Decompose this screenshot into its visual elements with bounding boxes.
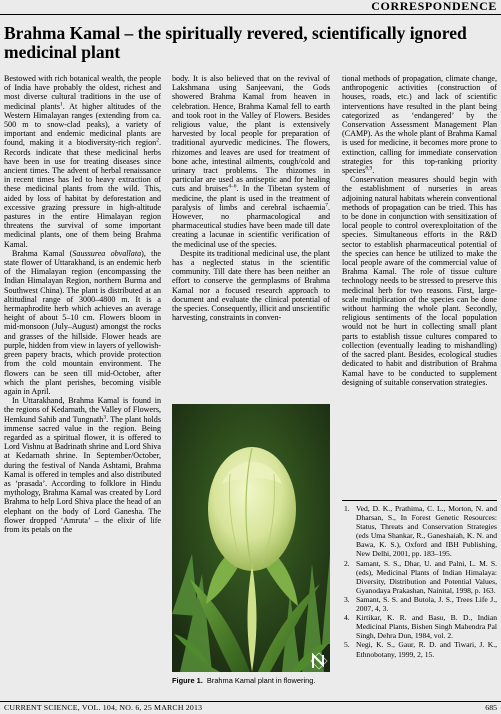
footer-rule [0,701,501,702]
figure-label: Figure 1. [172,676,203,685]
paragraph: Conservation measures should begin with the establishment of nurseries in areas adjoining natural habitats wherein conventional methods of propagation can be tried. This has to be done in conjunction with sensitization of local people to control overexploitation of the species. Simultaneous efforts in the R&D sector to establish pharmaceutical potential of the species can hence be utilized to make the local people aware of the commercial value of Brahma Kamal. The role of tissue culture technology needs to be stressed to preserve this medicinal herb for two reasons. First, large-scale multiplication of the species can be done without harming the whole plant. Secondly, religious sentiments of the local population would not be hurt in collecting small plant parts to establish tissue cultures compared to collection (eventually leading to mishandling) of the sacred plant. Besides, ecological studies dedicated to habit and distribution of Brahma Kamal have to be conducted to supplement designing of suitable conservation strategies. [342,175,497,387]
photo-watermark-icon [310,652,328,670]
figure-photo [172,404,330,672]
header-rule [0,14,501,15]
figure-caption-text: Brahma Kamal plant in flowering. [206,676,316,685]
paragraph: In Uttarakhand, Brahma Kamal is found in the regions of Kedarnath, the Valley of Flowers, Hemkund Sahib and Tungnath$^3$. The plant holds immense sacred value in the region. Being regarded as a spiritual flower, it is offered to Lord Vishnu at Badrinath shrine and Lord Shiva at Kedarnath shrine. In September/October, during the festival of Nanda Ashtami, Brahma Kamal is offered in temples and also distributed as ‘prasada’. According to folklore in Hindu mythology, Brahma Kamal was created by Lord Brahma to help Lord Shiva place the head of an elephant on the body of Lord Ganesha. The flower dropped ‘Amruta’ – the elixir of life from its petals on the [4,396,161,534]
paragraph: Brahma Kamal (Saussurea obvallata), the state flower of Uttarakhand, is an endemic herb of the Himalayan region (encompassing the Indian Himalayan Region, northern Burma and Southwest China). The plant is distributed at an altitudinal range of 3000–4800 m. It is a hermaphrodite herb which achieves an average height of about 5–10 cm. Flowers bloom in mid-monsoon (July–August) amongst the rocks and grasses of the hillside. Flower heads are purple, hidden from view in layers of yellowish-green papery bracts, which provide protection from the cold mountain environment. The flowers can be seen till mid-October, after which the plant perishes, becoming visible again in April. [4,248,161,396]
figure-caption [172,676,330,685]
column-1 [4,74,161,706]
page-number: 685 [485,703,497,712]
paragraph: Despite its traditional medicinal use, the plant has a neglected status in the scientific community. Till date there has been neither an effort to conserve the germplasms of Brahma Kamal nor a focused research approach to document and evaluate the clinical potential of the species. Consequently, illicit and unscientific harvesting, constraints in conven- [172,248,330,323]
article-title: Brahma Kamal – the spiritually revered, scientifically ignored medicinal plant [4,23,467,62]
reference-item: 5. Negi, K. S., Gaur, R. D. and Tiwari, J. K., Ethnobotany, 1999, 2, 15. [344,640,497,659]
reference-item: 3. Samant, S. S. and Butola, J. S., Trees Life J., 2007, 4, 3. [344,594,497,614]
plant-photo-image [172,404,330,672]
paragraph: Bestowed with rich botanical wealth, the people of India have probably the oldest, richest and most diverse cultural traditions in the use of medicinal plants$^1$. At higher altitudes of the Western Himalayan ranges (extending from ca. 500 m to snow-clad peaks), a variety of important and endemic medicinal plants are found, making it a biodiversity-rich region$^2$. Records indicate that these medicinal herbs have been in use for treating diseases since ancient times. The advent of herbal renaissance in recent times has led to heavy extraction of these medicinal plants from the wild. This, aided by loss of habitat by deforestation and excessive grazing pressure in high-altitude pastures in the entire Himalayan region threatens the survival of some important medicinal plants, one of them being Brahma Kamal. [4,74,161,249]
reference-item: 1. Ved, D. K., Prathima, C. L., Morton, N. and Dharsan, S., In Forest Genetic Resources: Status, Threats and Conservation Strategies (eds Uma Shankar, R., Ganeshaiah, K. N. and Bawa, K. S.), Oxford and IBH Publishing, New Delhi, 2001, pp. 183–195. [344,504,497,559]
reference-item: 2. Samant, S. S., Dhar, U. and Palni, L. M. S. (eds), Medicinal Plants of Indian Himalaya: Diversity, Distribution and Potential Values, Gyanodaya Prakashan, Nainital, 1998, p. 163. [344,558,497,595]
section-heading: CORRESPONDENCE [371,0,497,13]
paragraph: body. It is also believed that on the revival of Lakshmana using Sanjeevani, the Gods showered Brahma Kamal from heaven in celebration. Hence, Brahma Kamal fell to earth and took root in the Valley of Flowers. Besides religious value, the plant is extensively harvested by local people for preparation of traditional ayurvedic medicines. The flowers, rhizomes and leaves are used for treatment of bone ache, intestinal ailments, cough/cold and urinary tract problems. The rhizomes in particular are used as antiseptic and for healing cuts and bruises$^{4-6}$. In the Tibetan system of medicine, the plant is used in the treatment of paralysis of limbs and cerebral ischaemia$^7$. However, no pharmacological and pharmaceutical studies have been made till date creating a lacunae in scientific verification of the medicinal use of the species. [172,74,330,249]
column-3 [342,74,497,500]
references-list [342,504,497,659]
column-2 [172,74,330,398]
journal-citation: CURRENT SCIENCE, VOL. 104, NO. 6, 25 MARCH 2013 [4,703,203,712]
references-rule [342,500,497,501]
reference-item: 4. Kirtikar, K. R. and Basu, B. D., Indian Medicinal Plants, Bishen Singh Mahendra Pal Singh, Dehra Dun, 1984, vol. 2. [344,613,497,641]
paragraph: tional methods of propagation, climate change, anthropogenic activities (construction of houses, roads, etc.) and lack of scientific interventions have resulted in the plant being categorized as ‘endangered’ by the Conservation Assessment Management Plan (CAMP). As the whole plant of Brahma Kamal is used for medicine, it becomes more prone to extinction, calling for immediate conservation strategies for this top-ranking priority species$^{8,9}$. [342,74,497,176]
